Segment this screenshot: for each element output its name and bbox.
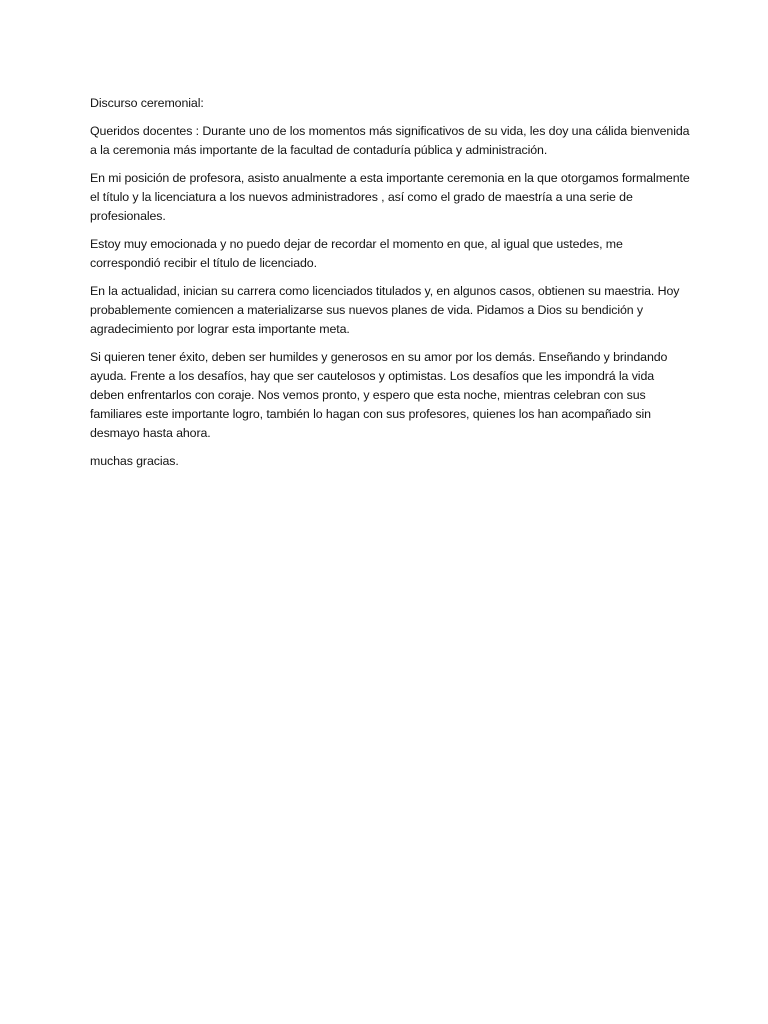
paragraph-emotion: Estoy muy emocionada y no puedo dejar de recordar el momento en que, al igual que ustedes, me correspondió recibir el título de licenciado. xyxy=(90,237,623,270)
paragraph-advice: Si quieren tener éxito, deben ser humildes y generosos en su amor por los demás. Enseñando y brindando ayuda. Frente a los desafíos, hay que ser cautelosos y optimistas. Los desafíos que les impondrá la vida deben enfrentarlos con coraje. Nos vemos pronto, y espero que esta noche, mientras celebran con sus familiares este importante logro, también lo hagan con sus profesores, quienes los han acompañado sin desmayo hasta ahora. xyxy=(90,350,668,440)
paragraph-position: En mi posición de profesora, asisto anualmente a esta importante ceremonia en la que otorgamos formalmente el título y la licenciatura a los nuevos administradores , así como el grado de maestría a una serie de profesionales. xyxy=(90,171,690,223)
closing-line: muchas gracias. xyxy=(90,454,179,468)
paragraph-greeting: Queridos docentes : Durante uno de los momentos más significativos de su vida, les doy una cálida bienvenida a la ceremonia más importante de la facultad de contaduría pública y administración. xyxy=(90,124,690,157)
paragraph-present: En la actualidad, inician su carrera como licenciados titulados y, en algunos casos, obtienen su maestria. Hoy probablemente comiencen a materializarse sus nuevos planes de vida. Pidamos a Dios su bendición y agradecimiento por lograr esta importante meta. xyxy=(90,284,680,336)
speech-title: Discurso ceremonial: xyxy=(90,96,204,110)
document-body xyxy=(90,94,690,480)
